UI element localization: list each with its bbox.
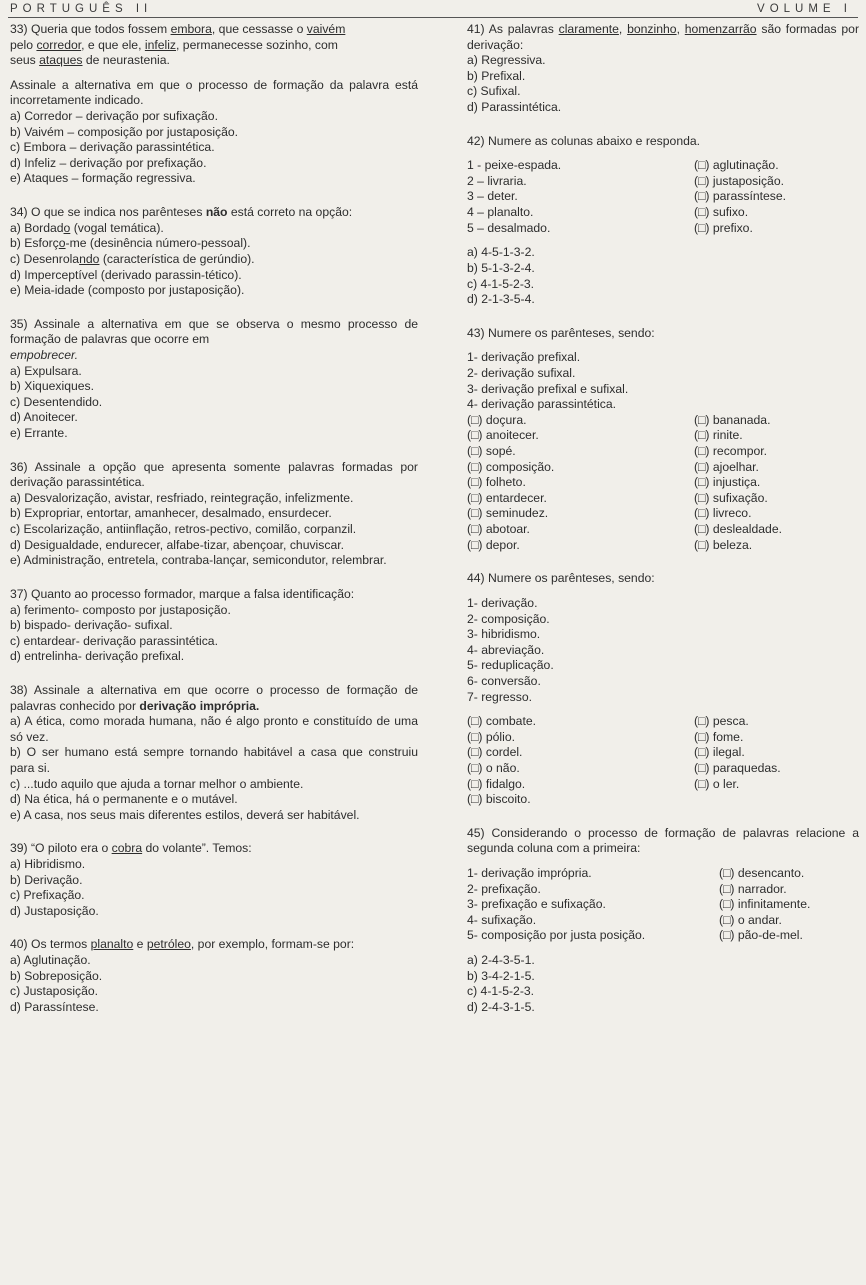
q33-option-a[interactable]: a) Corredor – derivação por sufixação.	[10, 109, 218, 124]
q42-right-1[interactable]: (□) aglutinação.	[694, 158, 779, 173]
q34-bold: não	[205, 205, 228, 220]
q45-left-3: 3- prefixação e sufixação.	[467, 897, 606, 912]
question-40	[10, 937, 418, 1015]
q34-text: b) Esforç	[10, 236, 59, 251]
q33-text: , e que ele,	[81, 37, 145, 52]
q44-row	[467, 792, 859, 808]
q39-option-a[interactable]: a) Hibridismo.	[10, 857, 86, 872]
q37-stem: 37) Quanto ao processo formador, marque a falsa identificação:	[10, 586, 355, 601]
q45-left-1: 1- derivação imprópria.	[467, 866, 592, 881]
q33-quote	[10, 22, 418, 69]
q42-option-d[interactable]: d) 2-1-3-5-4.	[467, 292, 535, 307]
q34-option-a[interactable]	[10, 221, 418, 237]
q45-right-1[interactable]: (□) desencanto.	[719, 866, 805, 881]
q44-row	[467, 745, 859, 761]
q44-key-2: 2- composição.	[467, 611, 550, 626]
q38-option-e[interactable]: e) A casa, nos seus mais diferentes estilos, deverá ser habitável.	[10, 807, 360, 822]
q33-option-e[interactable]: e) Ataques – formação regressiva.	[10, 171, 196, 186]
q41-option-a[interactable]: a) Regressiva.	[467, 53, 546, 68]
header-volume: VOLUME I	[757, 3, 852, 15]
left-column	[10, 22, 418, 1016]
q40-text: , por exemplo, formam-se por:	[190, 937, 355, 952]
q36-option-e[interactable]: e) Administração, entretela, contraba-lançar, semicondutor, relembrar.	[10, 553, 387, 568]
q43-left-1[interactable]: (□) doçura.	[467, 412, 527, 427]
q45-right-2[interactable]: (□) narrador.	[719, 881, 787, 896]
q38-text: 38) Assinale a alternativa em que ocorre o processo de formação de palavras conhecido por	[10, 682, 418, 713]
q38-option-a[interactable]: a) A ética, como morada humana, não é algo pronto e constituído de uma só vez.	[10, 714, 418, 744]
q37-option-d[interactable]: d) entrelinha- derivação prefixal.	[10, 649, 185, 664]
q45-left-5: 5- composição por justa posição.	[467, 928, 646, 943]
q40-option-a[interactable]: a) Aglutinação.	[10, 953, 91, 968]
q34-text: está correto na opção:	[227, 205, 353, 220]
q41-stem	[467, 22, 859, 53]
q43-right-4[interactable]: (□) ajoelhar.	[694, 459, 759, 474]
q38-option-c[interactable]: c) ...tudo aquilo que ajuda a tornar melhor o ambiente.	[10, 776, 304, 791]
q43-row	[467, 428, 859, 444]
q44-left-5[interactable]: (□) fidalgo.	[467, 776, 526, 791]
q33-text: de neurastenia.	[82, 53, 170, 68]
q44-right-4[interactable]: (□) paraquedas.	[694, 760, 781, 775]
q44-left-1[interactable]: (□) combate.	[467, 714, 536, 729]
q39-option-d[interactable]: d) Justaposição.	[10, 903, 99, 918]
question-37	[10, 587, 418, 665]
question-38	[10, 683, 418, 823]
q44-stem: 44) Numere os parênteses, sendo:	[467, 571, 655, 586]
q36-option-b[interactable]: b) Expropriar, entortar, amanhecer, desalmado, ensurdecer.	[10, 506, 332, 521]
q44-right-3[interactable]: (□) ilegal.	[694, 745, 745, 760]
q42-row	[467, 221, 859, 237]
q37-option-b[interactable]: b) bispado- derivação- sufixal.	[10, 618, 173, 633]
q43-right-9[interactable]: (□) beleza.	[694, 537, 753, 552]
q42-row	[467, 158, 859, 174]
q39-option-c[interactable]: c) Prefixação.	[10, 888, 85, 903]
q38-bold: derivação imprópria.	[139, 698, 260, 713]
q39-option-b[interactable]: b) Derivação.	[10, 872, 83, 887]
q43-right-5[interactable]: (□) injustiça.	[694, 475, 761, 490]
question-39	[10, 841, 418, 919]
q40-word-planalto: planalto	[90, 937, 134, 952]
q44-key-1: 1- derivação.	[467, 595, 538, 610]
q44-row	[467, 714, 859, 730]
q45-option-d[interactable]: d) 2-4-3-1-5.	[467, 999, 535, 1014]
q33-stem: Assinale a alternativa em que o processo de formação da palavra está incorretamente indicado.	[10, 77, 418, 108]
q34-option-d[interactable]: d) Imperceptível (derivado parassin-tético).	[10, 267, 242, 282]
header-divider	[8, 17, 858, 18]
q44-right-1[interactable]: (□) pesca.	[694, 714, 749, 729]
q44-key-7: 7- regresso.	[467, 689, 533, 704]
q43-right-8[interactable]: (□) deslealdade.	[694, 522, 782, 537]
q45-row	[467, 913, 859, 929]
question-43	[467, 326, 859, 554]
q41-text: ,	[618, 22, 628, 36]
q41-word-claramente: claramente	[558, 22, 619, 36]
q43-key-2: 2- derivação sufixal.	[467, 365, 576, 380]
q42-right-3[interactable]: (□) parassíntese.	[694, 189, 787, 204]
q38-option-d[interactable]: d) Na ética, há o permanente e o mutável.	[10, 792, 238, 807]
q43-row	[467, 413, 859, 429]
q40-text: e	[133, 937, 147, 952]
q38-stem	[10, 683, 418, 714]
q35-word	[10, 348, 418, 364]
q36-stem: 36) Assinale a opção que apresenta somente palavras formadas por derivação parassintética.	[10, 459, 418, 490]
q34-option-c[interactable]	[10, 252, 418, 268]
q43-right-6[interactable]: (□) sufixação.	[694, 490, 768, 505]
q39-stem	[10, 841, 418, 857]
q33-text: seus	[10, 53, 40, 68]
q43-left-3[interactable]: (□) sopé.	[467, 444, 516, 459]
q44-right-empty	[694, 792, 859, 808]
q41-option-c[interactable]: c) Sufixal.	[467, 84, 521, 99]
q40-option-d[interactable]: d) Parassíntese.	[10, 999, 99, 1014]
q44-right-2[interactable]: (□) fome.	[694, 729, 744, 744]
q43-right-3[interactable]: (□) recompor.	[694, 444, 768, 459]
q45-left-4: 4- sufixação.	[467, 912, 537, 927]
q34-underline: ndo	[79, 251, 100, 266]
q39-text: do volante”. Temos:	[142, 841, 252, 856]
q43-row	[467, 522, 859, 538]
q33-option-b[interactable]: b) Vaivém – composição por justaposição.	[10, 124, 239, 139]
q45-option-a[interactable]: a) 2-4-3-5-1.	[467, 953, 535, 968]
q45-right-5[interactable]: (□) pão-de-mel.	[719, 928, 803, 943]
q34-text: a) Bordad	[10, 220, 64, 235]
q44-key-4: 4- abreviação.	[467, 642, 545, 657]
q33-word-corredor: corredor	[36, 37, 82, 52]
question-42	[467, 134, 859, 308]
q35-word-empobrecer: empobrecer.	[10, 347, 78, 362]
q35-option-d[interactable]: d) Anoitecer.	[10, 410, 78, 425]
q33-text: , que cessasse o	[211, 22, 307, 36]
q43-key-4: 4- derivação parassintética.	[467, 397, 617, 412]
q40-option-c[interactable]: c) Justaposição.	[10, 984, 99, 999]
q41-text: são formadas por derivação:	[467, 22, 860, 52]
q37-option-a[interactable]: a) ferimento- composto por justaposição.	[10, 602, 231, 617]
q34-text: 34) O que se indica nos parênteses	[10, 205, 206, 220]
q34-option-b[interactable]	[10, 236, 418, 252]
q45-row	[467, 882, 859, 898]
q39-text: 39) “O piloto era o	[10, 841, 112, 856]
q45-right-4[interactable]: (□) o andar.	[719, 912, 782, 927]
question-35	[10, 317, 418, 442]
q44-left-3[interactable]: (□) cordel.	[467, 745, 523, 760]
q41-option-d[interactable]: d) Parassintética.	[467, 100, 562, 115]
q41-word-bonzinho: bonzinho	[627, 22, 677, 36]
q33-text: 33) Queria que todos fossem	[10, 22, 171, 36]
q43-key-1: 1- derivação prefixal.	[467, 350, 581, 365]
q42-left-2: 2 – livraria.	[467, 173, 527, 188]
q44-key-5: 5- reduplicação.	[467, 658, 554, 673]
q43-row	[467, 538, 859, 554]
q33-option-c[interactable]: c) Embora – derivação parassintética.	[10, 140, 215, 155]
q43-left-4[interactable]: (□) composição.	[467, 459, 555, 474]
q40-text: 40) Os termos	[10, 937, 91, 952]
q43-row	[467, 460, 859, 476]
q43-stem: 43) Numere os parênteses, sendo:	[467, 325, 655, 340]
q35-stem: 35) Assinale a alternativa em que se observa o mesmo processo de formação de palavras que ocorre em	[10, 316, 418, 347]
q45-row	[467, 897, 859, 913]
q43-left-9[interactable]: (□) depor.	[467, 537, 520, 552]
q45-option-c[interactable]: c) 4-1-5-2-3.	[467, 984, 535, 999]
q33-option-d[interactable]: d) Infeliz – derivação por prefixação.	[10, 155, 207, 170]
q36-option-c[interactable]: c) Escolarização, antiinflação, retros-pectivo, comilão, corpanzil.	[10, 522, 357, 537]
q43-right-2[interactable]: (□) rinite.	[694, 428, 743, 443]
q41-text: 41) As palavras	[467, 22, 559, 36]
q43-left-5[interactable]: (□) folheto.	[467, 475, 526, 490]
q44-left-6[interactable]: (□) biscoito.	[467, 792, 531, 807]
q44-row	[467, 761, 859, 777]
q44-left-2[interactable]: (□) pólio.	[467, 729, 516, 744]
q34-option-e[interactable]: e) Meia-idade (composto por justaposição).	[10, 283, 245, 298]
right-column	[467, 22, 859, 1016]
q41-word-homenzarrao: homenzarrão	[684, 22, 757, 36]
question-34	[10, 205, 418, 299]
q43-right-7[interactable]: (□) livreco.	[694, 506, 752, 521]
q43-row	[467, 506, 859, 522]
q44-key-3: 3- hibridismo.	[467, 627, 541, 642]
q36-option-d[interactable]: d) Desigualdade, endurecer, alfabe-tizar, abençoar, chuviscar.	[10, 537, 345, 552]
q43-left-8[interactable]: (□) abotoar.	[467, 522, 530, 537]
q34-stem	[10, 205, 418, 221]
q36-option-a[interactable]: a) Desvalorização, avistar, resfriado, reintegração, infelizmente.	[10, 490, 354, 505]
header-subject: PORTUGUÊS II	[10, 3, 153, 15]
q43-left-7[interactable]: (□) seminudez.	[467, 506, 549, 521]
q33-word-embora: embora	[170, 22, 212, 36]
q33-word-ataques: ataques	[39, 53, 83, 68]
q42-stem: 42) Numere as colunas abaixo e responda.	[467, 133, 701, 148]
q42-left-5: 5 – desalmado.	[467, 220, 551, 235]
q43-left-2[interactable]: (□) anoitecer.	[467, 428, 539, 443]
q44-key-6: 6- conversão.	[467, 673, 541, 688]
q42-left-1: 1 - peixe-espada.	[467, 158, 562, 173]
q41-option-b[interactable]: b) Prefixal.	[467, 68, 526, 83]
q44-row	[467, 730, 859, 746]
q43-right-1[interactable]: (□) bananada.	[694, 412, 771, 427]
q45-row	[467, 928, 859, 944]
q35-option-a[interactable]: a) Expulsara.	[10, 363, 82, 378]
question-36	[10, 460, 418, 569]
q40-stem	[10, 937, 418, 953]
q42-right-2[interactable]: (□) justaposição.	[694, 173, 785, 188]
q34-underline: o	[58, 236, 66, 251]
q42-left-3: 3 – deter.	[467, 189, 518, 204]
q42-row	[467, 189, 859, 205]
q35-option-b[interactable]: b) Xiquexiques.	[10, 379, 95, 394]
question-33	[10, 22, 418, 187]
q33-text: , permanecesse sozinho, com	[176, 37, 338, 52]
question-44	[467, 571, 859, 808]
q33-text: pelo	[10, 37, 37, 52]
q42-right-4[interactable]: (□) sufixo.	[694, 205, 749, 220]
question-45	[467, 826, 859, 1016]
q35-option-e[interactable]: e) Errante.	[10, 426, 68, 441]
q43-row	[467, 444, 859, 460]
q44-right-5[interactable]: (□) o ler.	[694, 776, 740, 791]
q41-text: ,	[676, 22, 685, 36]
q42-option-a[interactable]: a) 4-5-1-3-2.	[467, 245, 535, 260]
q45-left-2: 2- prefixação.	[467, 881, 541, 896]
q45-option-b[interactable]: b) 3-4-2-1-5.	[467, 968, 535, 983]
q34-underline: o	[63, 220, 71, 235]
q45-stem: 45) Considerando o processo de formação de palavras relacione a segunda coluna com a primeira:	[467, 825, 859, 856]
q43-left-6[interactable]: (□) entardecer.	[467, 490, 547, 505]
q42-option-b[interactable]: b) 5-1-3-2-4.	[467, 260, 535, 275]
q40-option-b[interactable]: b) Sobreposição.	[10, 968, 103, 983]
question-41	[467, 22, 859, 116]
q44-row	[467, 777, 859, 793]
q33-word-infeliz: infeliz	[144, 37, 177, 52]
q42-left-4: 4 – planalto.	[467, 205, 534, 220]
q34-text: c) Desenrola	[10, 251, 80, 266]
q40-word-petroleo: petróleo	[146, 937, 191, 952]
q42-option-c[interactable]: c) 4-1-5-2-3.	[467, 276, 535, 291]
q44-left-4[interactable]: (□) o não.	[467, 760, 520, 775]
q39-word-cobra: cobra	[111, 841, 143, 856]
q34-text: -me (desinência número-pessoal).	[65, 236, 251, 251]
q42-row	[467, 174, 859, 190]
q43-row	[467, 491, 859, 507]
q42-row	[467, 205, 859, 221]
q35-option-c[interactable]: c) Desentendido.	[10, 394, 103, 409]
q43-key-3: 3- derivação prefixal e sufixal.	[467, 381, 629, 396]
q34-text: (vogal temática).	[70, 220, 164, 235]
q37-option-c[interactable]: c) entardear- derivação parassintética.	[10, 633, 218, 648]
q38-option-b[interactable]: b) O ser humano está sempre tornando habitável a casa que construiu para si.	[10, 745, 418, 775]
q34-text: (característica de gerúndio).	[99, 251, 255, 266]
q45-row	[467, 866, 859, 882]
q45-right-3[interactable]: (□) infinitamente.	[719, 897, 811, 912]
q42-right-5[interactable]: (□) prefixo.	[694, 220, 753, 235]
q43-row	[467, 475, 859, 491]
q33-word-vaivem: vaivém	[306, 22, 346, 36]
